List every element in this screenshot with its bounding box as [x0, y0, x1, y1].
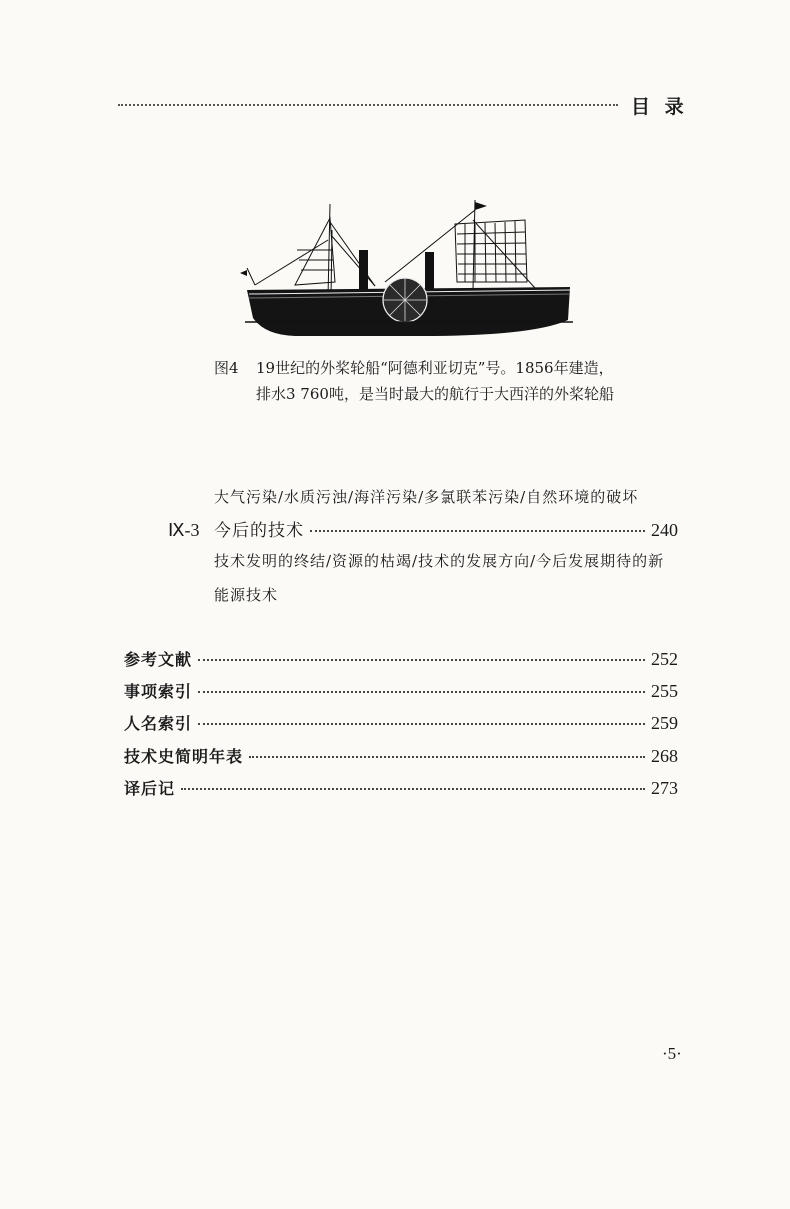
toc-section-row[interactable]	[168, 516, 678, 544]
toc-entry-chronology[interactable]	[124, 744, 678, 772]
dot-leader	[249, 756, 645, 758]
section-number: Ⅸ-3	[168, 520, 200, 540]
dot-leader	[310, 530, 645, 532]
section-title: 今后的技术	[214, 521, 304, 541]
page-number: ·5·	[662, 1044, 682, 1063]
section-subtopics-line2: 能源技术	[214, 586, 279, 604]
toc-entry-page: 259	[651, 713, 678, 733]
toc-entry-title: 参考文献	[124, 650, 193, 669]
paddle-steamer-illustration	[235, 190, 580, 345]
header-rule	[118, 104, 618, 106]
toc-entry-afterword[interactable]	[124, 776, 678, 804]
dot-leader	[198, 659, 645, 661]
toc-entry-page: 255	[651, 681, 678, 701]
toc-entry-page: 268	[651, 746, 678, 766]
dot-leader	[198, 723, 645, 725]
prev-section-subtopics: 大气污染/水质污浊/海洋污染/多氯联苯污染/自然环境的破坏	[214, 488, 639, 506]
dot-leader	[198, 691, 645, 693]
figure-caption-line2: 排水3 760吨，是当时最大的航行于大西洋的外桨轮船	[256, 385, 614, 403]
toc-entry-subject-index[interactable]	[124, 679, 678, 707]
toc-entry-title: 人名索引	[124, 714, 193, 733]
section-subtopics-line1: 技术发明的终结/资源的枯竭/技术的发展方向/今后发展期待的新	[214, 552, 665, 570]
dot-leader	[181, 788, 645, 790]
toc-entry-name-index[interactable]	[124, 711, 678, 739]
figure-label: 图4	[214, 359, 239, 377]
toc-entry-title: 译后记	[124, 779, 176, 798]
toc-entry-page: 252	[651, 649, 678, 669]
toc-entry-page: 273	[651, 778, 678, 798]
toc-entry-title: 事项索引	[124, 682, 193, 701]
toc-entry-title: 技术史简明年表	[124, 747, 244, 766]
toc-entry-references[interactable]	[124, 647, 678, 675]
figure-caption-line1: 19世纪的外桨轮船“阿德利亚切克”号。1856年建造，	[256, 359, 614, 377]
header-title: 目 录	[631, 96, 688, 118]
section-page: 240	[651, 520, 678, 540]
